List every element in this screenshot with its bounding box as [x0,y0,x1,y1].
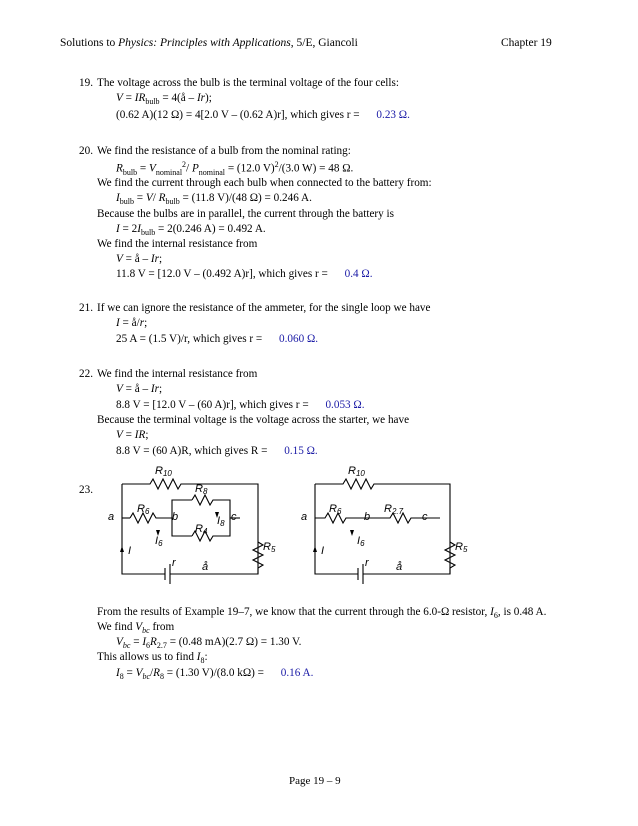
header-suffix: , 5/E, Giancoli [290,37,358,49]
equation-line: $V_{bc} = I_6R_{2.7} = (0.48$ mA)(2.7 Ω) = 1.30 V. [116,636,302,651]
problem-number: 22. [79,368,93,380]
problem-number: 19. [79,77,93,89]
problem-text: We find the internal resistance from [97,238,258,250]
answer-value: 0.4 Ω. [344,268,373,280]
equation-line: V = å – Ir; [116,383,163,395]
node-c-label-right: c [422,511,428,523]
equation-line: $I_8 = V_{bc}/R_8 = (1.30$ V)/(8.0 kΩ) = 0.16 A. [116,667,314,682]
equation-line [116,334,318,345]
equation-line: $I_{bulb} = V/$ $R_{bulb} = (11.8$ V)/(48 Ω) = 0.246 A. [116,192,312,207]
problem-text: If we can ignore the resistance of the ammeter, for the single loop we have [97,302,431,314]
book-title: Physics: Principles with Applications [118,37,291,49]
equation-text: 11.8 V = [12.0 V – (0.492 A)r], which gives r = [116,268,328,280]
page-header-left [60,38,358,50]
problem-text: Because the terminal voltage is the voltage across the starter, we have [97,414,410,426]
i6-label-right: I6 [357,535,365,548]
problem-text: This allows us to find $I_8$: [97,651,208,666]
i8-label: I8 [217,515,225,528]
node-c-label: c [231,511,237,523]
node-a-label: a [108,511,115,523]
r10-label: R10 [155,465,172,478]
emf-label: å [202,561,209,573]
r4-label: R4 [195,523,208,536]
problem-text: We find $V_{bc}$ from [97,621,175,636]
equation-line: V = å – Ir; [116,253,163,265]
equation-line: V = IR; [116,429,149,441]
circuit-diagrams [100,462,500,592]
r8-label: R8 [195,483,208,496]
node-b-label-right: b [364,511,371,523]
answer-value: 0.053 Ω. [325,399,365,411]
problem-text: From the results of Example 19–7, we know that the current through the 6.0-Ω resistor, $I_6$, is 0.48 A. [97,606,547,621]
node-b-label: b [172,511,179,523]
problem-number: 20. [79,145,93,157]
equation-text: (0.62 A)(12 Ω) = 4[2.0 V – (0.62 A)r], which gives r = [116,109,360,121]
i-label: I [128,545,132,557]
equation-line [116,400,365,411]
equation-line [116,110,410,121]
problem-text: The voltage across the bulb is the terminal voltage of the four cells: [97,77,399,89]
i-label-right: I [321,545,325,557]
problem-text: We find the current through each bulb when connected to the battery from: [97,177,432,189]
problem-number: 21. [79,302,93,314]
problem-text: We find the resistance of a bulb from the nominal rating: [97,145,351,157]
answer-value: 0.060 Ω. [279,333,319,345]
i6-label: I6 [155,535,163,548]
equation-line: I = å/r; [116,317,148,329]
equation-text: 8.8 V = [12.0 V – (60 A)r], which gives r = [116,399,309,411]
header-prefix: Solutions to [60,37,119,49]
answer-value: 0.16 A. [280,667,314,679]
r6-label: R6 [137,503,150,516]
equation-line [116,446,318,457]
r-label: r [172,557,176,569]
equation-line: $V = IR_{bulb}$ = 4(å – Ir); [116,92,212,107]
equation-line: $I = 2I_{bulb} = 2(0.246$ A) = 0.492 A. [116,223,266,238]
equation-line: $R_{bulb} = V_{nominal}^2/$ $P_{nominal} = (12.0$ V)$^2$/(3.0 W) = 48 Ω. [116,160,354,177]
problem-text: Because the bulbs are in parallel, the current through the battery is [97,208,394,220]
node-a-label-right: a [301,511,308,523]
page-footer: Page 19 – 9 [289,775,341,787]
r27-label: R2.7 [384,503,404,516]
r5-label: R5 [263,541,276,554]
equation-line [116,269,373,280]
answer-value: 0.15 Ω. [284,445,318,457]
problem-text: We find the internal resistance from [97,368,258,380]
answer-value: 0.23 Ω. [376,109,410,121]
problem-number: 23. [79,484,93,496]
equation-text: 25 A = (1.5 V)/r, which gives r = [116,333,263,345]
chapter-label: Chapter 19 [501,37,552,49]
emf-label-right: å [396,561,403,573]
equation-text: 8.8 V = (60 A)R, which gives R = [116,445,268,457]
r10-label-right: R10 [348,465,365,478]
r6-label-right: R6 [329,503,342,516]
r5-label-right: R5 [455,541,468,554]
r-label-right: r [365,557,369,569]
